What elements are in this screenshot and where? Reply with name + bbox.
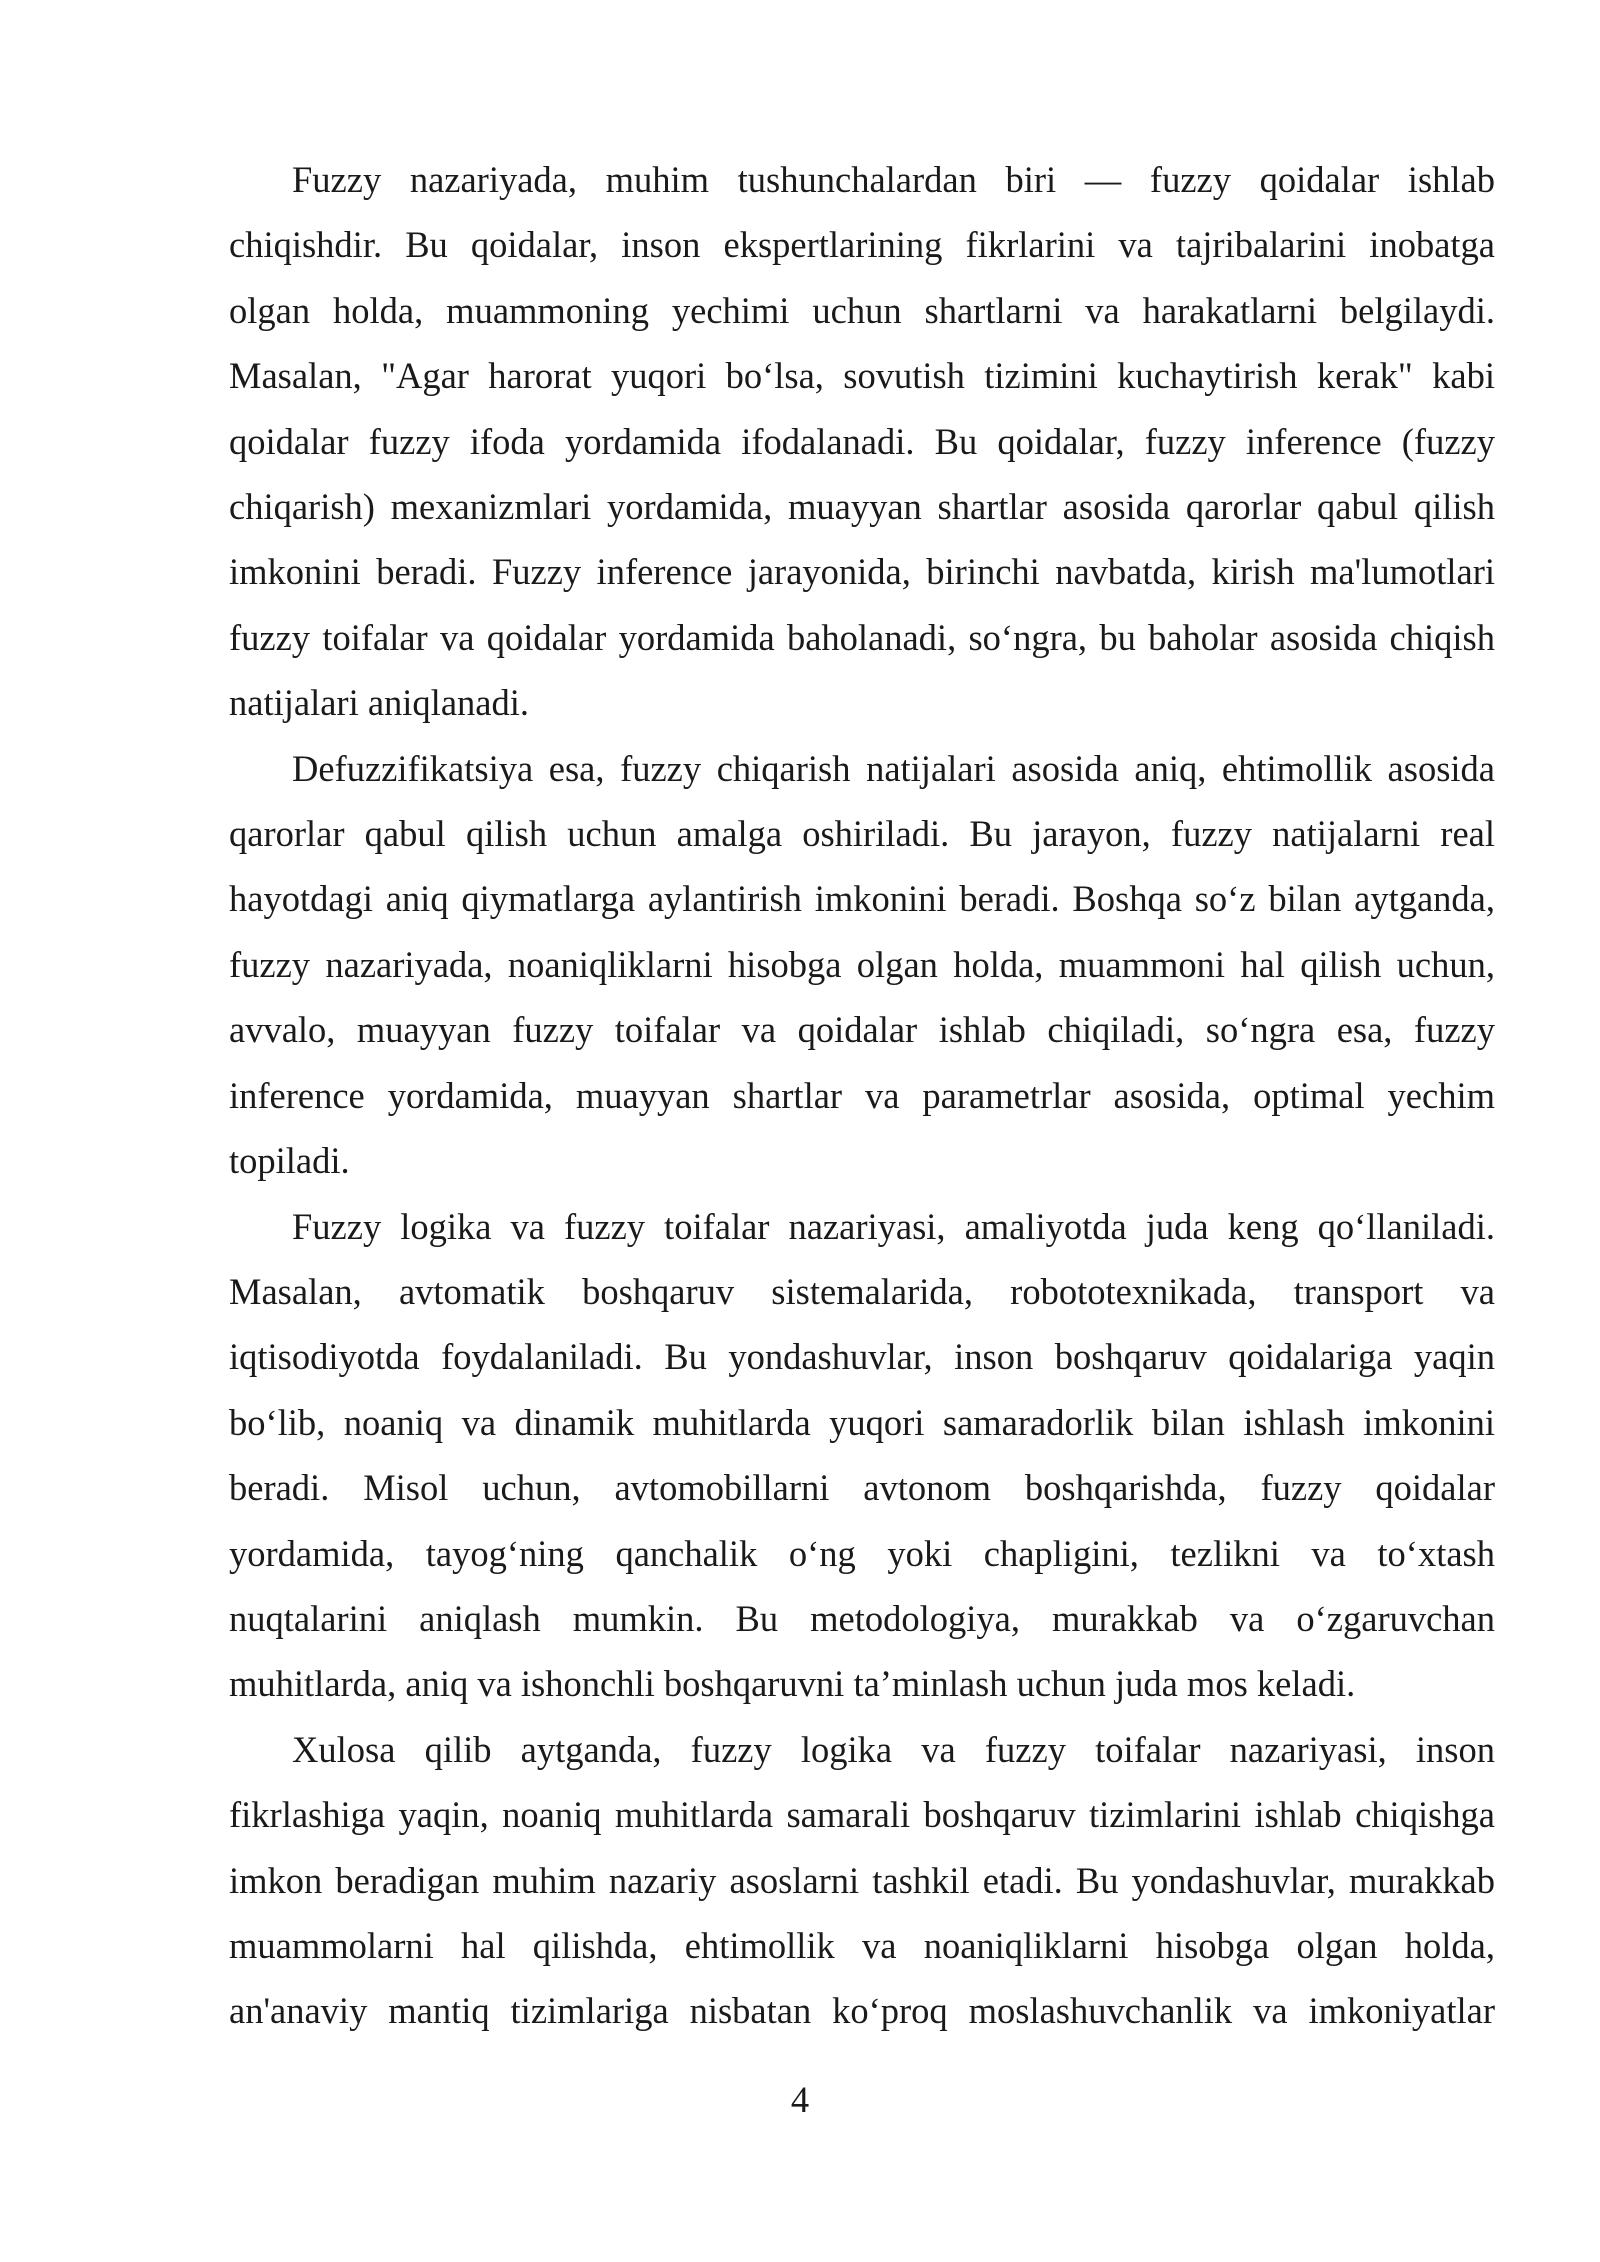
text-line: fuzzy toifalar va qoidalar yordamida baholanadi, so‘ngra, bu baholar asosida chiqish (229, 616, 1495, 658)
text-line: topiladi. (229, 1140, 350, 1182)
paragraph (229, 147, 1495, 736)
text-line: qarorlar qabul qilish uchun amalga oshiriladi. Bu jarayon, fuzzy natijalarni real (229, 813, 1495, 855)
text-line: avvalo, muayyan fuzzy toifalar va qoidalar ishlab chiqiladi, so‘ngra esa, fuzzy (229, 1009, 1495, 1051)
text-line: an'anaviy mantiq tizimlariga nisbatan ko‘proq moslashuvchanlik va imkoniyatlar (229, 1990, 1495, 2032)
text-line: muhitlarda, aniq va ishonchli boshqaruvni ta’minlash uchun juda mos keladi. (229, 1663, 1356, 1705)
text-line: chiqishdir. Bu qoidalar, inson ekspertlarining fikrlarini va tajribalarini inobatga (229, 224, 1495, 266)
text-line: yordamida, tayog‘ning qanchalik o‘ng yoki chapligini, tezlikni va to‘xtash (229, 1532, 1495, 1574)
text-line: bo‘lib, noaniq va dinamik muhitlarda yuqori samaradorlik bilan ishlash imkonini (229, 1401, 1495, 1443)
text-line: nuqtalarini aniqlash mumkin. Bu metodologiya, murakkab va o‘zgaruvchan (229, 1597, 1495, 1639)
paragraph (229, 1717, 1495, 2044)
text-line: imkon beradigan muhim nazariy asoslarni tashkil etadi. Bu yondashuvlar, murakkab (229, 1859, 1495, 1901)
text-line: olgan holda, muammoning yechimi uchun shartlarni va harakatlarni belgilaydi. (229, 289, 1495, 331)
paragraph (229, 736, 1495, 1194)
text-line: Xulosa qilib aytganda, fuzzy logika va fuzzy toifalar nazariyasi, inson (292, 1728, 1495, 1770)
text-line: Masalan, avtomatik boshqaruv sistemalarida, robototexnikada, transport va (229, 1270, 1495, 1312)
text-line: imkonini beradi. Fuzzy inference jarayonida, birinchi navbatda, kirish ma'lumotlari (229, 551, 1495, 593)
text-line: natijalari aniqlanadi. (229, 682, 529, 724)
paragraph (229, 1194, 1495, 1717)
text-line: muammolarni hal qilishda, ehtimollik va noaniqliklarni hisobga olgan holda, (229, 1924, 1495, 1966)
text-line: fikrlashiga yaqin, noaniq muhitlarda samarali boshqaruv tizimlarini ishlab chiqishga (229, 1794, 1495, 1836)
text-line: Defuzzifikatsiya esa, fuzzy chiqarish natijalari asosida aniq, ehtimollik asosida (292, 747, 1495, 789)
text-line: hayotdagi aniq qiymatlarga aylantirish imkonini beradi. Boshqa so‘z bilan aytganda, (229, 878, 1495, 920)
text-line: chiqarish) mexanizmlari yordamida, muayyan shartlar asosida qarorlar qabul qilish (229, 486, 1495, 528)
text-line: qoidalar fuzzy ifoda yordamida ifodalanadi. Bu qoidalar, fuzzy inference (fuzzy (229, 420, 1495, 462)
page-number: 4 (790, 2079, 810, 2120)
document-body (229, 147, 1495, 2044)
text-line: Fuzzy nazariyada, muhim tushunchalardan biri — fuzzy qoidalar ishlab (292, 159, 1495, 200)
text-line: Masalan, "Agar harorat yuqori bo‘lsa, sovutish tizimini kuchaytirish kerak" kabi (229, 355, 1495, 397)
text-line: iqtisodiyotda foydalaniladi. Bu yondashuvlar, inson boshqaruv qoidalariga yaqin (229, 1336, 1495, 1378)
text-line: beradi. Misol uchun, avtomobillarni avtonom boshqarishda, fuzzy qoidalar (229, 1467, 1495, 1509)
text-line: inference yordamida, muayyan shartlar va parametrlar asosida, optimal yechim (229, 1074, 1495, 1116)
text-line: Fuzzy logika va fuzzy toifalar nazariyasi, amaliyotda juda keng qo‘llaniladi. (292, 1205, 1495, 1247)
text-line: fuzzy nazariyada, noaniqliklarni hisobga olgan holda, muammoni hal qilish uchun, (229, 943, 1495, 985)
